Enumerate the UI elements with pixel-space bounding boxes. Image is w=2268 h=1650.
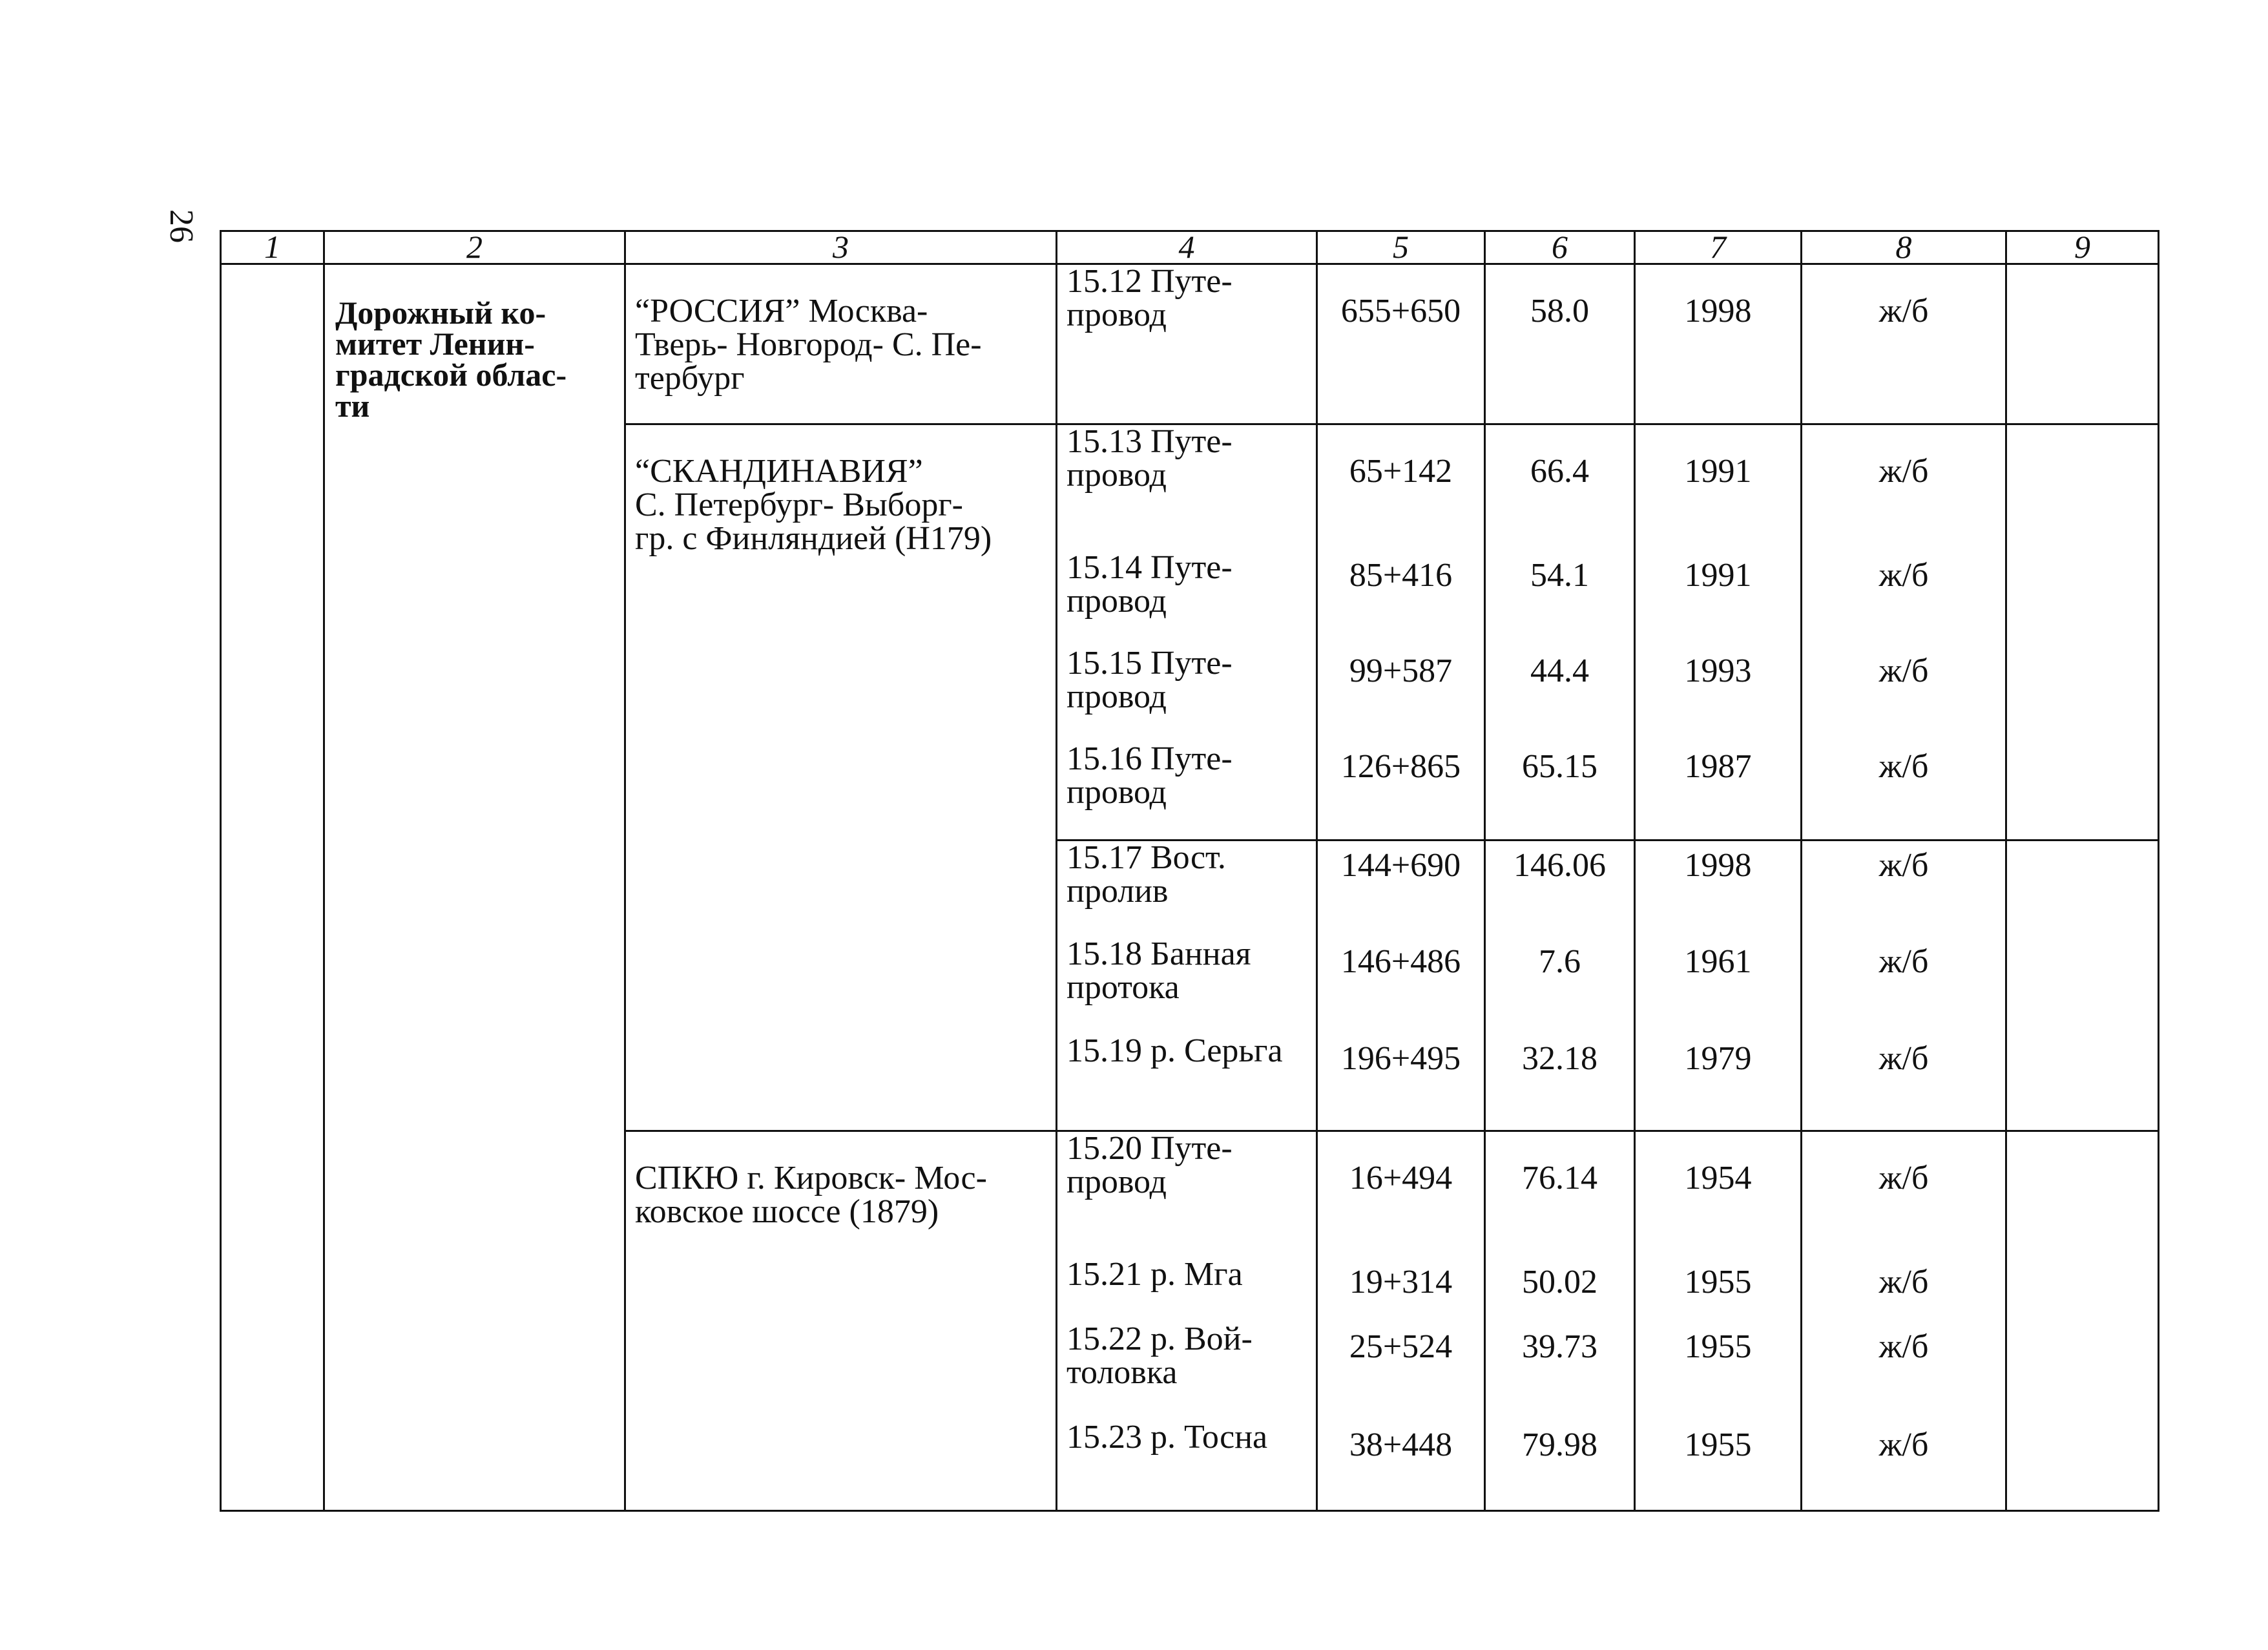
year-cell: 1961 <box>1635 937 1802 1034</box>
km-cell: 196+495 <box>1317 1034 1485 1131</box>
object-name: 15.15 Путе- провод <box>1066 644 1233 715</box>
object-cell <box>1057 644 1317 742</box>
object-name: 15.13 Путе- провод <box>1066 423 1233 494</box>
note-cell <box>2006 937 2159 1034</box>
object-cell <box>1057 1131 1317 1258</box>
length-cell: 54.1 <box>1485 551 1635 647</box>
object-name: 15.20 Путе- провод <box>1066 1130 1233 1200</box>
note-cell <box>2006 1131 2159 1258</box>
material-cell: ж/б <box>1802 937 2006 1034</box>
note-cell <box>2006 647 2159 742</box>
object-name: 15.19 р. Серьга <box>1066 1032 1283 1069</box>
object-cell <box>1057 264 1317 424</box>
year-cell: 1991 <box>1635 424 1802 551</box>
column-number: 7 <box>1635 231 1802 264</box>
note-cell <box>2006 264 2159 424</box>
length-cell: 146.06 <box>1485 841 1635 937</box>
km-cell: 19+314 <box>1317 1258 1485 1322</box>
length-cell: 32.18 <box>1485 1034 1635 1131</box>
object-name: 15.18 Банная протока <box>1066 935 1251 1006</box>
note-cell <box>2006 424 2159 551</box>
note-cell <box>2006 1258 2159 1322</box>
object-name: 15.16 Путе- провод <box>1066 740 1233 811</box>
material-cell: ж/б <box>1802 1034 2006 1131</box>
road-cell <box>625 424 1057 1131</box>
object-cell <box>1057 1418 1317 1511</box>
length-cell: 76.14 <box>1485 1131 1635 1258</box>
column-number-row <box>221 231 2159 264</box>
column-number: 4 <box>1057 231 1317 264</box>
material-cell: ж/б <box>1802 1258 2006 1322</box>
road-cell <box>625 264 1057 424</box>
object-cell <box>1057 1255 1317 1322</box>
object-cell <box>1057 424 1317 551</box>
object-name: 15.14 Путе- провод <box>1066 548 1233 620</box>
owner-name: Дорожный ко- митет Ленин- градской облас- ти <box>335 295 567 424</box>
length-cell: 58.0 <box>1485 264 1635 424</box>
object-cell <box>1057 742 1317 841</box>
owner-cell <box>324 264 625 1511</box>
km-cell: 655+650 <box>1317 264 1485 424</box>
note-cell <box>2006 742 2159 841</box>
km-cell: 85+416 <box>1317 551 1485 647</box>
year-cell: 1991 <box>1635 551 1802 647</box>
note-cell <box>2006 551 2159 647</box>
length-cell: 39.73 <box>1485 1322 1635 1421</box>
column-number: 3 <box>625 231 1057 264</box>
year-cell: 1993 <box>1635 647 1802 742</box>
object-cell <box>1057 1322 1317 1421</box>
year-cell: 1998 <box>1635 841 1802 937</box>
year-cell: 1987 <box>1635 742 1802 841</box>
year-cell: 1998 <box>1635 264 1802 424</box>
year-cell: 1955 <box>1635 1322 1802 1421</box>
km-cell: 38+448 <box>1317 1421 1485 1511</box>
table-row <box>221 264 2159 424</box>
object-name: 15.21 р. Мга <box>1066 1255 1243 1293</box>
km-cell: 25+524 <box>1317 1322 1485 1421</box>
bridges-table <box>220 230 2159 1512</box>
length-cell: 65.15 <box>1485 742 1635 841</box>
material-cell: ж/б <box>1802 424 2006 551</box>
length-cell: 66.4 <box>1485 424 1635 551</box>
km-cell: 99+587 <box>1317 647 1485 742</box>
length-cell: 7.6 <box>1485 937 1635 1034</box>
row-number-cell <box>221 264 324 1511</box>
column-number: 6 <box>1485 231 1635 264</box>
road-name: “РОССИЯ” Москва- Тверь- Новгород- С. Пе- тербург <box>635 293 982 397</box>
material-cell: ж/б <box>1802 742 2006 841</box>
km-cell: 16+494 <box>1317 1131 1485 1258</box>
road-name: “СКАНДИНАВИЯ” С. Петербург- Выборг- гр. с Финляндией (Н179) <box>635 453 992 557</box>
material-cell: ж/б <box>1802 647 2006 742</box>
material-cell: ж/б <box>1802 1421 2006 1511</box>
note-cell <box>2006 1322 2159 1421</box>
length-cell: 44.4 <box>1485 647 1635 742</box>
object-cell <box>1057 1034 1317 1131</box>
note-cell <box>2006 1421 2159 1511</box>
km-cell: 126+865 <box>1317 742 1485 841</box>
page-number: 26 <box>163 209 200 243</box>
material-cell: ж/б <box>1802 1322 2006 1421</box>
note-cell <box>2006 841 2159 937</box>
length-cell: 79.98 <box>1485 1421 1635 1511</box>
material-cell: ж/б <box>1802 841 2006 937</box>
year-cell: 1954 <box>1635 1131 1802 1258</box>
column-number: 8 <box>1802 231 2006 264</box>
year-cell: 1955 <box>1635 1421 1802 1511</box>
object-cell <box>1057 937 1317 1034</box>
object-name: 15.12 Путе- провод <box>1066 263 1233 333</box>
object-name: 15.22 р. Вой- толовка <box>1066 1320 1253 1391</box>
km-cell: 144+690 <box>1317 841 1485 937</box>
year-cell: 1979 <box>1635 1034 1802 1131</box>
column-number: 9 <box>2006 231 2159 264</box>
object-name: 15.17 Вост. пролив <box>1066 839 1226 910</box>
road-cell <box>625 1131 1057 1511</box>
object-cell <box>1057 841 1317 937</box>
year-cell: 1955 <box>1635 1258 1802 1322</box>
material-cell: ж/б <box>1802 264 2006 424</box>
material-cell: ж/б <box>1802 1131 2006 1258</box>
column-number: 5 <box>1317 231 1485 264</box>
column-number: 1 <box>221 231 324 264</box>
km-cell: 65+142 <box>1317 424 1485 551</box>
column-number: 2 <box>324 231 625 264</box>
km-cell: 146+486 <box>1317 937 1485 1034</box>
object-cell <box>1057 548 1317 647</box>
object-name: 15.23 р. Тосна <box>1066 1418 1268 1456</box>
note-cell <box>2006 1034 2159 1131</box>
material-cell: ж/б <box>1802 551 2006 647</box>
length-cell: 50.02 <box>1485 1258 1635 1322</box>
road-name: СПКЮ г. Кировск- Мос- ковское шоссе (1879) <box>635 1160 987 1230</box>
